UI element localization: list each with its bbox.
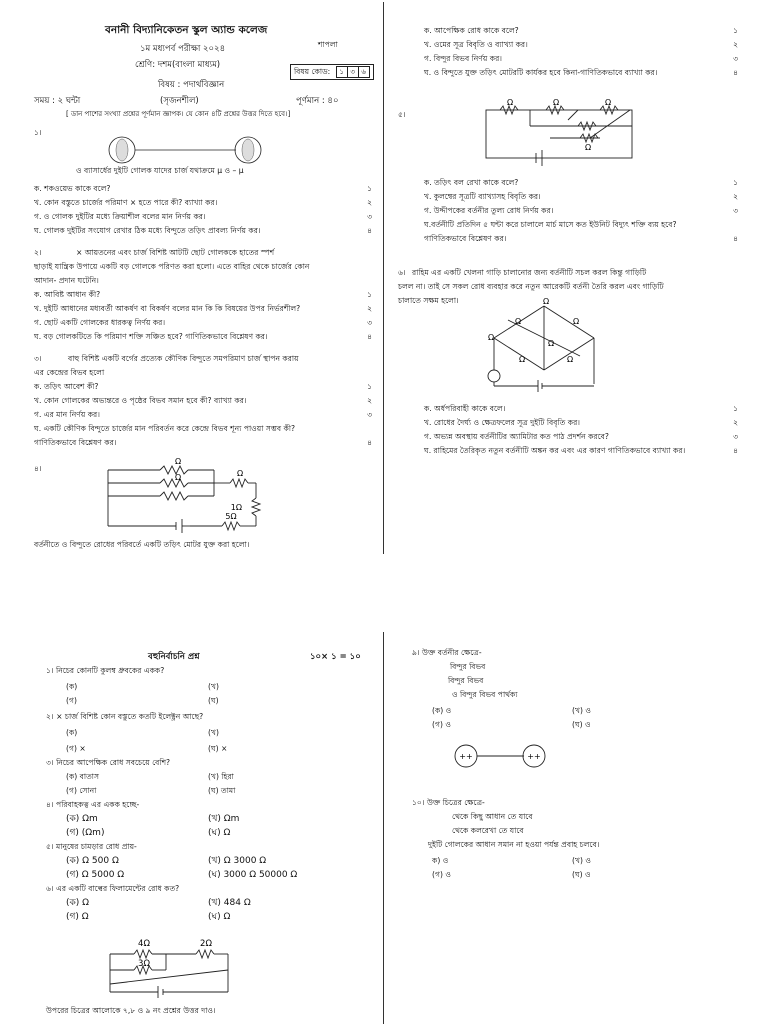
q10-line: থেকে কিছু আধান তে যাবে xyxy=(452,812,533,821)
code-digit: ১ xyxy=(336,66,348,78)
q4-circuit-diagram xyxy=(100,456,270,536)
q6-stem-2: চলল না। তাই সে সকল রোধ ব্যবহার করে নতুন আরেকটি বর্তনী তৈরি করল এবং গাড়িটি xyxy=(398,282,664,291)
q9-option: (ক) ও xyxy=(432,706,452,715)
q5-res-label: Ω xyxy=(506,98,514,107)
q6-part-d: ঘ. রাহিমের তৈরিকৃত নতুন বর্তনীটি অঙ্কন কর এবং এর কারণ গাণিতিকভাবে ব্যাখ্যা কর। xyxy=(424,446,686,455)
q5-res-label: Ω xyxy=(552,98,560,107)
q5-part-a: ক. তড়িৎ বল রেখা কাকে বলে? xyxy=(424,178,519,187)
mcq-option: (ঘ) xyxy=(208,696,219,705)
q6-part-b: খ. রোধের দৈর্ঘ্য ও ক্ষেত্রফলের সূত্র দুইটি বিবৃতি কর। xyxy=(424,418,580,427)
q1-number: ১। xyxy=(34,128,42,137)
q6-res-label: Ω xyxy=(542,297,550,306)
full-marks: পূর্ণমান : ৪০ xyxy=(296,96,339,106)
mcq-option: (খ) xyxy=(208,682,219,691)
mcq-heading: বহুনির্বাচনি প্রশ্ন xyxy=(148,652,200,662)
q6-part-a: ক. অর্ধপরিবাহী কাকে বলে। xyxy=(424,404,506,413)
q1-part-d: ঘ. গোলক দুইটির সংযোগ রেখার ঠিক মধ্যে বিন্দুতে তড়িৎ প্রাবল্য নির্ণয় কর। xyxy=(34,226,261,235)
q3-part-d: ঘ. একটি কৌণিক বিন্দুতে চার্জের মান পরিবর্তন করে কেন্দ্রে বিভব শূন্য পাওয়া সম্ভব কী? xyxy=(34,424,296,433)
q5-mark-c: ৩ xyxy=(733,206,738,215)
q3-mark-b: ২ xyxy=(367,396,372,405)
q2-mark-c: ৩ xyxy=(367,318,372,327)
q4-res-label: Ω xyxy=(174,473,182,482)
q1-part-a: ক. শকওয়েভ কাকে বলে? xyxy=(34,184,111,193)
q5-part-d: ঘ.বর্তনীটি প্রতিদিন ৫ ঘন্টা করে চালালে মার্চ মাসে কত ইউনিট বিদ্যুৎ শক্তি ব্যয় হবে? xyxy=(424,220,677,229)
q10-option: (ঘ) ও xyxy=(572,870,591,879)
q10-option: ক) ও xyxy=(432,856,449,865)
mcq-circuit-figure xyxy=(100,932,250,1000)
sphere-a-core xyxy=(116,139,128,161)
mcq-question: ৪। পরিবাহকত্ব এর একক হচ্ছে- xyxy=(46,800,140,809)
q6-number: ৬। xyxy=(398,268,406,277)
mcq-option: (ঘ) × xyxy=(208,744,228,753)
q6-res-label: Ω xyxy=(488,333,495,342)
mcq-question: ৫। মানুষের চামড়ার রোধ প্রায়- xyxy=(46,842,137,851)
q9-question: ৯। উক্ত বর্তনীর ক্ষেত্রে- xyxy=(412,648,482,657)
mcq-option: (ক) বাতাস xyxy=(66,772,99,781)
q3-stem-1: বাহু বিশিষ্ট একটি বর্গের প্রত্যেক কৌণিক বিন্দুতে সমপরিমাণ চার্জ স্থাপন করায় xyxy=(68,354,299,363)
q2-number: ২। xyxy=(34,248,42,257)
q3-part-d-cont: গাণিতিকভাবে বিশ্লেষণ কর। xyxy=(34,438,117,447)
column-divider-top xyxy=(383,2,384,554)
exam-name: ১ম মধ্যপর্ব পরীক্ষা ২০২৪ xyxy=(140,44,226,54)
mcq-fig-label: 2Ω xyxy=(200,939,212,949)
q6-mark-c: ৩ xyxy=(733,432,738,441)
class-label: শ্রেণি: দশম(বাংলা মাধ্যম) xyxy=(135,60,221,70)
q5-mark-a: ১ xyxy=(733,178,738,187)
q4-res-label: 5Ω xyxy=(225,512,237,521)
q5-part-b: খ. কুলম্বের সূত্রটি ব্যাখ্যাসহ বিবৃতি কর। xyxy=(424,192,541,201)
column-divider-bottom xyxy=(383,632,384,1024)
q6-mark-d: ৪ xyxy=(733,446,738,455)
mcq-option: (ঘ) তামা xyxy=(208,786,236,795)
mcq-option: (খ) হিরা xyxy=(208,772,234,781)
mcq-option: (গ) (Ωm) xyxy=(66,828,105,838)
subject-label: বিষয় : পদার্থবিজ্ঞান xyxy=(158,80,225,90)
q3-part-c: গ. এর মান নির্ণয় কর। xyxy=(34,410,100,419)
q10-option: (গ) ও xyxy=(432,870,451,879)
q9-line: বিন্দুর বিভব xyxy=(450,662,486,671)
mcq-footer: উপরের চিত্রের আলোকে ৭,৮ ও ৯ নং প্রশ্নের উত্তর দাও। xyxy=(46,1006,216,1015)
q2-stem-2: ছাড়াই যান্ত্রিক উপায়ে একটি বড় গোলকে পরিণত করা হলো। এতে বাহির থেকে চার্জের কোন xyxy=(34,262,310,271)
q2-stem-1: × আয়তনের এবং চার্জ বিশিষ্ট আটটি ছোট গোলককে হাতের স্পর্শ xyxy=(76,248,275,257)
q1-mark-a: ১ xyxy=(367,184,372,193)
q10-charged-spheres xyxy=(452,742,552,770)
mcq-option: (ঘ) Ω xyxy=(208,828,231,838)
q5-res-label: Ω xyxy=(604,98,612,107)
mcq-option: (ক) Ω 500 Ω xyxy=(66,856,119,866)
q5-number: ৫। xyxy=(398,110,406,119)
q3-stem-2: এর কেন্দ্রের বিভব হলো xyxy=(34,368,105,377)
mcq-option: (ক) xyxy=(66,728,78,737)
q1-part-b: খ. কোন বস্তুতে চার্জের পরিমাণ × হতে পারে কী? ব্যাখ্যা কর। xyxy=(34,198,218,207)
q2-part-a: ক. আবিষ্ট আধান কী? xyxy=(34,290,101,299)
subject-code-box xyxy=(290,64,374,80)
q6-res-label: Ω xyxy=(518,355,526,364)
q4-part-a: ক. আপেক্ষিক রোধ কাকে বলে? xyxy=(424,26,519,35)
sphere-b-core xyxy=(242,139,254,161)
q1-mark-b: ২ xyxy=(367,198,372,207)
mcq-question: ৩। নিচের আপেক্ষিক রোধ সবচেয়ে বেশি? xyxy=(46,758,171,767)
q1-stem: ও ব্যাসার্ধের দুইটি গোলক যাদের চার্জ যথাক্রমে μ ও – μ xyxy=(76,166,244,175)
q6-stem-1: রাহিম এর একটি খেলনা গাড়ি চালানোর জন্য বর্তনীটি সচল করল কিন্তু গাড়িটি xyxy=(412,268,647,277)
q6-bridge-circuit xyxy=(484,296,604,396)
mcq-question: ১। নিচের কোনটি কুলম্ব ধ্রুবকের একক? xyxy=(46,666,165,675)
mcq-fig-label: 3Ω xyxy=(138,959,150,969)
instruction: [ ডান পাশের সংখ্যা প্রশ্নের পূর্ণমান জ্ঞাপক। যে কোন ৪টি প্রশ্নের উত্তর দিতে হবে।] xyxy=(66,110,291,118)
mcq-option: (গ) Ω 5000 Ω xyxy=(66,870,125,880)
q4-res-label: Ω xyxy=(174,457,182,466)
q2-mark-b: ২ xyxy=(367,304,372,313)
q9-option: (খ) ও xyxy=(572,706,591,715)
q9-line: বিন্দুর বিভব xyxy=(448,676,484,685)
mcq-option: (ক) xyxy=(66,682,78,691)
mcq-question: ২। × চার্জ বিশিষ্ট কোন বস্তুতে কতটি ইলেক্ট্রন আছে? xyxy=(46,712,204,721)
q1-part-c: গ. ও গোলক দুইটির মধ্যে ক্রিয়াশীল বলের মান নির্ণয় কর। xyxy=(34,212,206,221)
exam-type: (সৃজনশীল) xyxy=(160,96,199,106)
q1-spheres-figure xyxy=(100,134,280,166)
q4-res-label: Ω xyxy=(236,469,244,478)
q6-res-label: Ω xyxy=(566,355,574,364)
q5-circuit-diagram xyxy=(480,98,640,168)
q4-part-b: খ. ওমের সূত্র বিবৃতি ও ব্যাখ্যা কর। xyxy=(424,40,528,49)
q3-part-b: খ. কোন গোলকের অভ্যন্তরে ও পৃষ্ঠের বিভব সমান হবে কী? ব্যাখ্যা কর। xyxy=(34,396,247,405)
q2-stem-3: আদান- প্রদান ঘটেনি। xyxy=(34,276,99,285)
q4-part-d: ঘ. ও বিন্দুতে যুক্ত তড়িৎ মোটরটি কার্যকর হবে কিনা-গাণিতিকভাবে ব্যাখ্যা কর। xyxy=(424,68,658,77)
q4-mark-a: ১ xyxy=(733,26,738,35)
q2-mark-d: ৪ xyxy=(367,332,372,341)
sphere-charge-label: ++ xyxy=(459,752,473,761)
q9-option: (ঘ) ও xyxy=(572,720,591,729)
q3-mark-a: ১ xyxy=(367,382,372,391)
q6-mark-a: ১ xyxy=(733,404,738,413)
q3-mark-c: ৩ xyxy=(367,410,372,419)
mcq-score: ১০× ১ = ১০ xyxy=(310,652,361,662)
q4-part-c: গ. বিন্দুর বিভব নির্ণয় কর। xyxy=(424,54,502,63)
q6-part-c: গ. অভ্যন্ন অবস্থায় বর্তনীটির অ্যামিটার কত পাঠ প্রদর্শন করবে? xyxy=(424,432,609,441)
q10-line: দুইটি গোলকের আধান সমান না হওয়া পর্যন্ত প্রবাহ চলবে। xyxy=(428,840,600,849)
q2-part-c: গ. ছোট একটি গোলকের ধারকত্ব নির্ণয় কর। xyxy=(34,318,166,327)
sphere-charge-label: ++ xyxy=(527,752,541,761)
q6-res-label: Ω xyxy=(514,317,522,326)
mcq-option: (খ) Ω 3000 Ω xyxy=(208,856,267,866)
code-digit: ৩ xyxy=(347,66,359,78)
time-label: সময় : ২ ঘন্টা xyxy=(34,96,81,106)
mcq-option: (খ) xyxy=(208,728,219,737)
q5-mark-d: ৪ xyxy=(733,234,738,243)
q10-option: (খ) ও xyxy=(572,856,591,865)
mcq-option: (খ) Ωm xyxy=(208,814,240,824)
q3-part-a: ক. তড়িৎ আবেশ কী? xyxy=(34,382,99,391)
mcq-option: (গ) সোনা xyxy=(66,786,97,795)
mcq-option: (ঘ) Ω xyxy=(208,912,231,922)
q4-mark-b: ২ xyxy=(733,40,738,49)
q6-res-label: Ω xyxy=(572,317,580,326)
mcq-option: (ক) Ωm xyxy=(66,814,98,824)
subject-code-label: বিষয় কোড: xyxy=(294,67,331,76)
q9-option: (গ) ও xyxy=(432,720,451,729)
mcq-option: (গ) Ω xyxy=(66,912,89,922)
stream-label: শাপলা xyxy=(318,40,338,49)
q10-line: থেকে কলরেখা তে যাবে xyxy=(452,826,524,835)
q4-mark-d: ৪ xyxy=(733,68,738,77)
school-name: বনানী বিদ্যানিকেতন স্কুল অ্যান্ড কলেজ xyxy=(105,24,268,36)
q10-question: ১০। উক্ত চিত্রের ক্ষেত্রে- xyxy=(412,798,485,807)
q3-number: ৩। xyxy=(34,354,42,363)
mcq-option: (ঘ) 3000 Ω 50000 Ω xyxy=(208,870,298,880)
q4-number: ৪। xyxy=(34,464,42,473)
q9-line: ও বিন্দুর বিভব পার্থক্য xyxy=(452,690,518,699)
q1-mark-d: ৪ xyxy=(367,226,372,235)
q5-part-d-cont: গাণিতিকভাবে বিশ্লেষণ কর। xyxy=(424,234,507,243)
q5-part-c: গ. উদ্দীপকের বর্তনীর তুল্য রোধ নির্ণয় কর। xyxy=(424,206,554,215)
q6-mark-b: ২ xyxy=(733,418,738,427)
q4-res-label: 1Ω xyxy=(230,503,242,512)
q2-mark-a: ১ xyxy=(367,290,372,299)
mcq-option: (গ) × xyxy=(66,744,86,753)
q4-mark-c: ৩ xyxy=(733,54,738,63)
mcq-question: ৬। এর একটি বাল্বের ফিলামেন্টের রোধ কত? xyxy=(46,884,180,893)
q2-part-d: ঘ. বড় গোলকটিতে কি পরিমাণ শক্তি সঞ্চিত হবে? গাণিতিকভাবে বিশ্লেষণ কর। xyxy=(34,332,268,341)
code-digit: ৬ xyxy=(358,66,370,78)
q5-mark-b: ২ xyxy=(733,192,738,201)
q6-stem-3: চালাতে সক্ষম হলো। xyxy=(398,296,459,305)
q1-mark-c: ৩ xyxy=(367,212,372,221)
q5-res-label: Ω xyxy=(584,143,592,152)
q3-mark-d: ৪ xyxy=(367,438,372,447)
q4-tail: বর্তনীতে ও বিন্দুতে রোধের পরিবর্তে একটি তড়িৎ মোটর যুক্ত করা হলো। xyxy=(34,540,250,549)
mcq-option: (গ) xyxy=(66,696,77,705)
mcq-option: (ক) Ω xyxy=(66,898,90,908)
q6-res-label: Ω xyxy=(548,339,555,348)
mcq-fig-label: 4Ω xyxy=(138,939,150,949)
mcq-option: (খ) 484 Ω xyxy=(208,898,251,908)
q2-part-b: খ. দুইটি আধানের মধ্যবর্তী আকর্ষণ বা বিকর্ষণ বলের মান কি কি বিষয়ের উপর নির্ভরশীল? xyxy=(34,304,301,313)
